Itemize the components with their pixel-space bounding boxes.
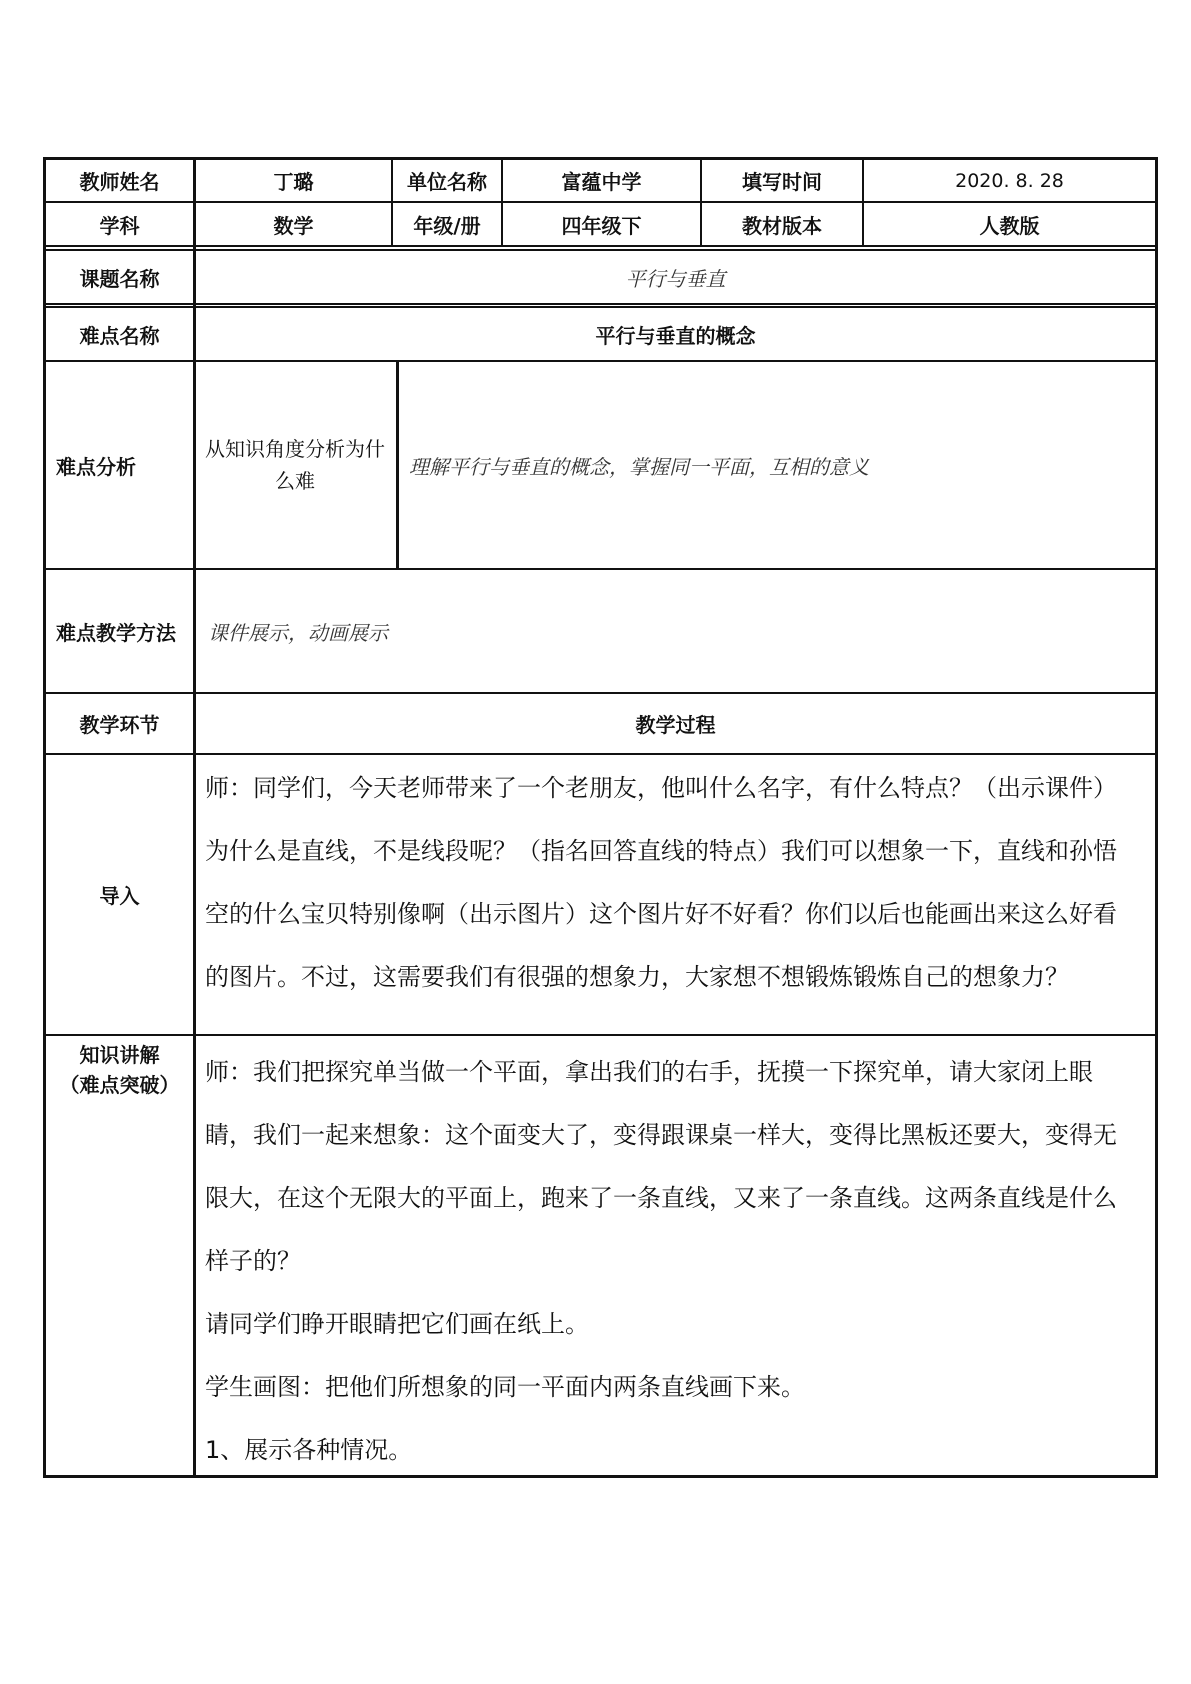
intro-line: 空的什么宝贝特别像啊（出示图片）这个图片好不好看？你们以后也能画出来这么好看 xyxy=(205,900,1117,928)
intro-line: 的图片。不过，这需要我们有很强的想象力，大家想不想锻炼锻炼自己的想象力？ xyxy=(205,963,1069,991)
intro-line: 为什么是直线，不是线段呢？（指名回答直线的特点）我们可以想象一下，直线和孙悟 xyxy=(205,837,1117,865)
knowledge-line: 请同学们睁开眼睛把它们画在纸上。 xyxy=(205,1310,589,1338)
knowledge-line: 限大，在这个无限大的平面上，跑来了一条直线，又来了一条直线。这两条直线是什么 xyxy=(205,1184,1117,1212)
unit-name-label: 单位名称 xyxy=(407,170,487,194)
edition-value: 人教版 xyxy=(979,213,1040,238)
analysis-sub-label: 从知识角度分析为什么难 xyxy=(205,437,385,493)
difficulty-label: 难点名称 xyxy=(79,323,160,348)
knowledge-line: 睛，我们一起来想象：这个面变大了，变得跟课桌一样大，变得比黑板还要大，变得无 xyxy=(205,1121,1117,1149)
table-rule xyxy=(43,753,1158,755)
knowledge-line: 1、展示各种情况。 xyxy=(205,1436,413,1464)
knowledge-line: 学生画图：把他们所想象的同一平面内两条直线画下来。 xyxy=(205,1373,805,1401)
fill-date-value: 2020. 8. 28 xyxy=(955,169,1064,192)
subject-label: 学科 xyxy=(99,213,140,238)
table-rule xyxy=(43,303,1158,305)
analysis-value: 理解平行与垂直的概念，掌握同一平面，互相的意义 xyxy=(409,454,869,479)
knowledge-label xyxy=(46,1040,193,1100)
knowledge-text xyxy=(205,1041,1145,1482)
process-stage-label: 教学环节 xyxy=(79,713,160,737)
method-label: 难点教学方法 xyxy=(56,620,176,645)
table-border-right xyxy=(1155,157,1158,1478)
grade-label: 年级/册 xyxy=(413,213,481,238)
knowledge-line: 样子的？ xyxy=(205,1247,301,1275)
analysis-label: 难点分析 xyxy=(56,454,136,479)
table-rule xyxy=(43,245,1158,247)
edition-label: 教材版本 xyxy=(742,213,822,238)
topic-label: 课题名称 xyxy=(79,266,160,291)
difficulty-value: 平行与垂直的概念 xyxy=(595,323,756,348)
table-rule xyxy=(43,1034,1158,1036)
teacher-name-label: 教师姓名 xyxy=(79,170,160,194)
intro-line: 师：同学们，今天老师带来了一个老朋友，他叫什么名字，有什么特点？（出示课件） xyxy=(205,774,1117,802)
teacher-name-value: 丁璐 xyxy=(273,170,314,194)
knowledge-label-line1: 知识讲解 xyxy=(79,1043,160,1067)
intro-text xyxy=(205,757,1145,1009)
knowledge-label-line2: （难点突破） xyxy=(59,1073,180,1097)
method-value: 课件展示，动画展示 xyxy=(208,620,388,645)
grade-value: 四年级下 xyxy=(561,213,642,238)
intro-label: 导入 xyxy=(99,884,140,908)
process-header-value: 教学过程 xyxy=(635,713,716,737)
knowledge-line: 师：我们把探究单当做一个平面，拿出我们的右手，抚摸一下探究单，请大家闭上眼 xyxy=(205,1058,1093,1086)
fill-date-label: 填写时间 xyxy=(742,170,822,194)
subject-value: 数学 xyxy=(273,213,314,238)
topic-value: 平行与垂直 xyxy=(625,266,726,291)
unit-name-value: 富蕴中学 xyxy=(561,170,642,194)
